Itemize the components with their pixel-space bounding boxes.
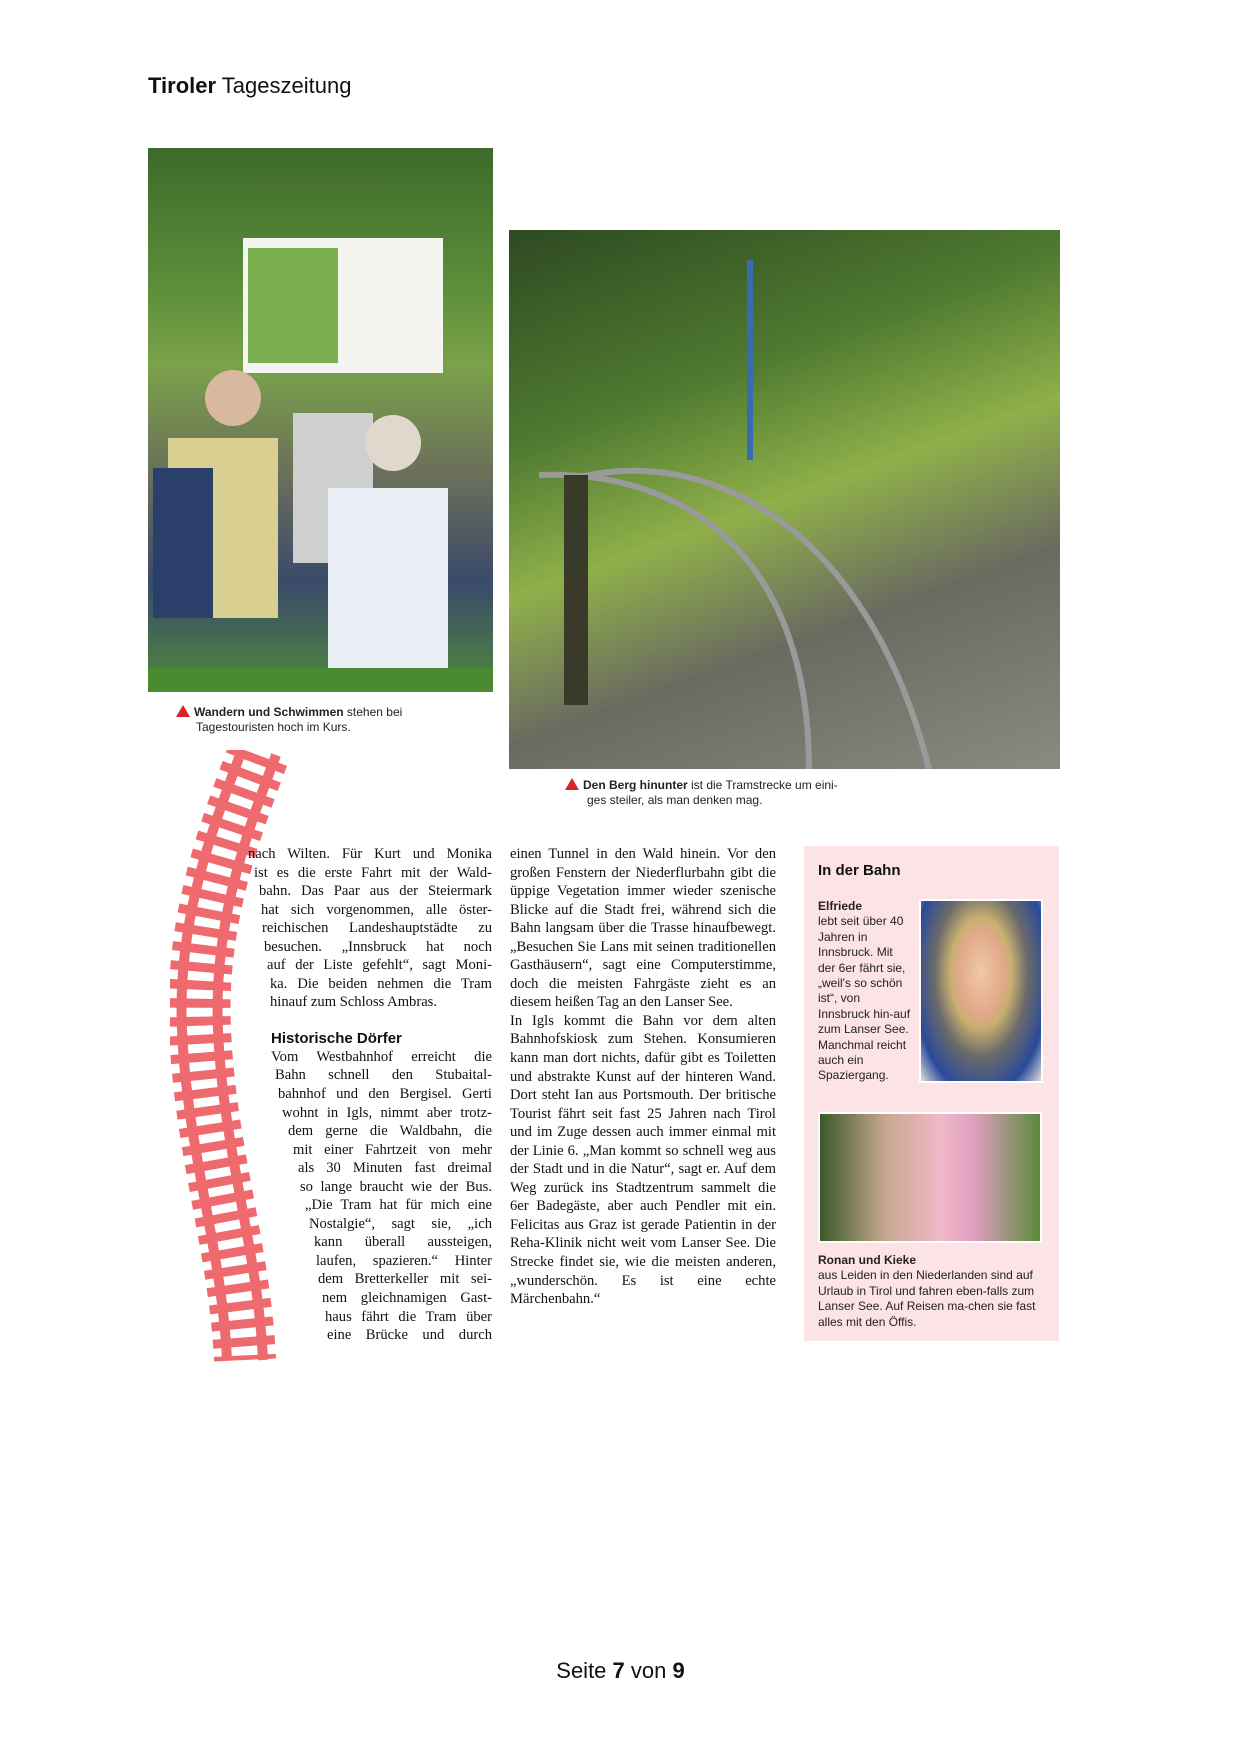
text-line: ka. Die beiden nehmen die Tram <box>270 975 492 992</box>
paragraph: In Igls kommt die Bahn vor dem alten Bahnhofskiosk zum Stehen. Konsumieren kann man dort nichts, dafür gibt es Toiletten und abstrakte Kunst auf der hinteren Wand. Dort steht Ian aus Portsmouth. Der britische Tourist fährt seit fast 25 Jahren nach Tirol und im Zuge dessen auch immer einmal mit der Linie 6. „Man kommt so schnell weg aus der Stadt und in die Natur“, sagt er. Auf dem Weg zurück ins Stadtzentrum sammelt die 6er Badegäste, aber auch Pendler mit ein. Felicitas aus Graz ist gerade Patientin in der Reha-Klinik nicht weit vom Lanser See. Die Strecke findet sie, wie die meisten anderen, „wunderschön. Es ist eine echte Märchenbahn.“ <box>510 1012 776 1308</box>
text-line: ist es die erste Fahrt mit der Wald- <box>254 864 492 881</box>
text-line: laufen, spazieren.“ Hinter <box>316 1252 492 1269</box>
paragraph: einen Tunnel in den Wald hinein. Vor den großen Fenstern der Niederflurbahn gibt die üppige Vegetation immer wieder szenische Blicke auf die Stadt frei, während sich die Bahn langsam über die Trasse hinaufbewegt. „Besuchen Sie Lans mit seinen traditionellen Gasthäusern“, sagt eine Computerstimme, doch die meisten Fahrgäste zieht es an diesem heißen Tag an den Lanser See. <box>510 846 776 1011</box>
text-line: nach Wilten. Für Kurt und Monika <box>248 846 492 862</box>
photo1-caption <box>176 705 402 735</box>
text-line: nem gleichnamigen Gast- <box>322 1290 492 1307</box>
text-line: „Die Tram hat für mich eine <box>305 1197 492 1214</box>
brand-bold: Tiroler <box>148 73 217 98</box>
text-line: besuchen. „Innsbruck hat noch <box>264 938 492 955</box>
triangle-up-icon <box>176 705 190 717</box>
text-line: dem gerne die Waldbahn, die <box>288 1123 492 1140</box>
caption-bold: Wandern und Schwimmen <box>194 705 344 719</box>
text-line: bahnhof und den Bergisel. Gerti <box>278 1086 492 1103</box>
caption-text: ges steiler, als man denken mag. <box>587 793 763 807</box>
elfriede-text <box>818 899 913 1084</box>
text-line: kann überall aussteigen, <box>314 1234 492 1251</box>
text-line: auf der Liste gefehlt“, sagt Moni- <box>267 957 492 974</box>
brand-rest: Tageszeitung <box>216 73 352 98</box>
text-line: Vom Westbahnhof erreicht die <box>271 1048 492 1065</box>
photo-hikers-at-map <box>148 148 493 692</box>
text-line: so lange braucht wie der Bus. <box>300 1178 492 1195</box>
text-line: wohnt in Igls, nimmt aber trotz- <box>282 1104 492 1121</box>
text-line: als 30 Minuten fast dreimal <box>298 1160 492 1177</box>
sidebar-box <box>804 846 1059 1341</box>
sidebar-title: In der Bahn <box>818 862 901 879</box>
triangle-up-icon <box>565 778 579 790</box>
newspaper-title <box>148 73 351 99</box>
current-page: 7 <box>612 1658 625 1683</box>
photo-tram-tracks <box>509 230 1060 769</box>
text-line: hinauf zum Schloss Ambras. <box>270 994 438 1011</box>
article-column-1 <box>248 845 492 1345</box>
text-line: reichischen Landeshauptstädte zu <box>262 920 492 937</box>
person-description: lebt seit über 40 Jahren in Innsbruck. Mit der 6er fährt sie, „weil's so schön ist“, von Innsbruck hin-auf zum Lanser See. Manchmal reicht auch ein Spaziergang. <box>818 914 911 1083</box>
footer-text: Seite <box>556 1658 613 1683</box>
text-line: haus fährt die Tram über <box>325 1308 492 1325</box>
text-line: hat sich vorgenommen, alle öster- <box>261 901 492 918</box>
person-name: Elfriede <box>818 899 863 913</box>
text-line: Bahn schnell den Stubaital- <box>275 1067 492 1084</box>
caption-bold: Den Berg hinunter <box>583 778 688 792</box>
caption-text: ist die Tramstrecke um eini- <box>687 778 838 792</box>
text-line: dem Bretterkeller mit sei- <box>318 1271 492 1288</box>
text-line: bahn. Das Paar aus der Steiermark <box>259 883 492 900</box>
caption-text: Tagestouristen hoch im Kurs. <box>196 720 351 734</box>
photo1-illustration <box>148 148 493 692</box>
subheading: Historische Dörfer <box>271 1029 402 1047</box>
caption-text: stehen bei <box>343 705 403 719</box>
person-description: aus Leiden in den Niederlanden sind auf Urlaub in Tirol und fahren eben-falls zum Lanser See. Auf Reisen ma-chen sie fast alles mit den Öffis. <box>818 1268 1036 1329</box>
photo-elfriede <box>919 899 1043 1083</box>
person-name: Ronan und Kieke <box>818 1253 917 1267</box>
total-pages: 9 <box>672 1658 685 1683</box>
text-line: mit einer Fahrtzeit von mehr <box>293 1141 492 1158</box>
footer-text: von <box>624 1658 673 1683</box>
text-line: eine Brücke und durch <box>327 1327 492 1344</box>
photo2-illustration <box>509 230 1060 769</box>
photo2-caption <box>565 778 838 808</box>
page-number <box>0 1658 1241 1684</box>
ronan-text <box>818 1253 1048 1330</box>
article-column-2 <box>510 845 776 1309</box>
text-line: Nostalgie“, sagt sie, „ich <box>309 1215 492 1232</box>
photo-ronan-kieke <box>818 1112 1042 1243</box>
